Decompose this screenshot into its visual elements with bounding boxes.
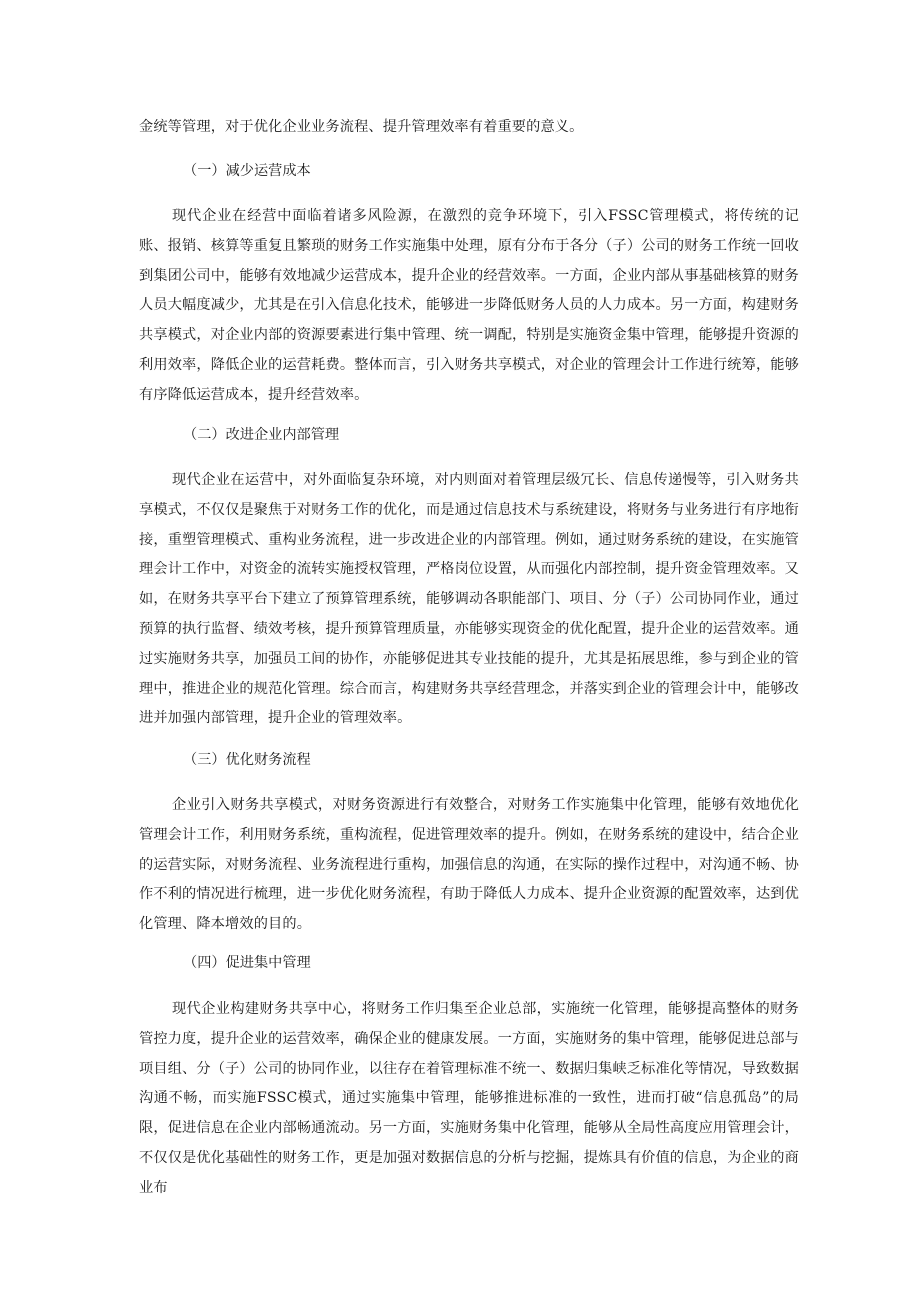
section-body-financial-process: 企业引入财务共享模式，对财务资源进行有效整合，对财务工作实施集中化管理，能够有效地优化管理会计工作，利用财务系统，重构流程，促进管理效率的提升。例如，在财务系统的建设中，结合企业的运营实际，对财务流程、业务流程进行重构，加强信息的沟通，在实际的操作过程中，对沟通不畅、协作不利的情况进行梳理，进一步优化财务流程，有助于降低人力成本、提升企业资源的配置效率，达到优化管理、降本增效的目的。: [139, 797, 799, 933]
intro-paragraph: 金统等管理，对于优化企业业务流程、提升管理效率有着重要的意义。: [139, 119, 584, 135]
section-body-centralized-management: 现代企业构建财务共享中心，将财务工作归集至企业总部，实施统一化管理，能够提高整体的财务管控力度，提升企业的运营效率，确保企业的健康发展。一方面，实施财务的集中管理，能够促进总部与项目组、分（子）公司的协同作业，以往存在着管理标准不统一、数据归集峡乏标准化等情况，导致数据沟通不畅，而实施FSSC模式，通过实施集中管理，能够推进标准的一致性，进而打破“信息孤岛”的局限，促进信息在企业内部畅通流动。另一方面，实施财务集中化管理，能够从全局性高度应用管理会计，不仅仅是优化基础性的财务工作，更是加强对数据信息的分析与挖掘，提炼具有价值的信息，为企业的商业布: [139, 1001, 799, 1196]
section-body-reduce-cost: 现代企业在经营中面临着诸多风险源，在激烈的竞争环境下，引入FSSC管理模式，将传统的记账、报销、核算等重复且繁琐的财务工作实施集中处理，原有分布于各分（子）公司的财务工作统一回收到集团公司中，能够有效地减少运营成本，提升企业的经营效率。一方面，企业内部从事基础核算的财务人员大幅度减少，尤其是在引入信息化技术，能够进一步降低财务人员的人力成本。另一方面，构建财务共享模式，对企业内部的资源要素进行集中管理、统一调配，特别是实施资金集中管理，能够提升资源的利用效率，降低企业的运营耗费。整体而言，引入财务共享模式，对企业的管理会计工作进行统筹，能够有序降低运营成本，提升经营效率。: [139, 208, 799, 403]
section-heading-internal-management: （二）改进企业内部管理: [183, 427, 340, 443]
section-heading-reduce-cost: （一）减少运营成本: [183, 163, 311, 179]
section-heading-financial-process: （三）优化财务流程: [183, 752, 311, 768]
section-body-internal-management: 现代企业在运营中，对外面临复杂环境，对内则面对着管理层级冗长、信息传递慢等，引入财务共享模式，不仅仅是聚焦于对财务工作的优化，而是通过信息技术与系统建设，将财务与业务进行有序地衔接，重塑管理模式、重构业务流程，进一步改进企业的内部管理。例如，通过财务系统的建设，在实施管理会计工作中，对资金的流转实施授权管理，严格岗位设置，从而强化内部控制，提升资金管理效率。又如，在财务共享平台下建立了预算管理系统，能够调动各职能部门、项目、分（子）公司协同作业，通过预算的执行监督、绩效考核，提升预算管理质量，亦能够实现资金的优化配置，提升企业的运营效率。通过实施财务共享，加强员工间的协作，亦能够促进其专业技能的提升，尤其是拓展思维，参与到企业的管理中，推进企业的规范化管理。综合而言，构建财务共享经营理念，并落实到企业的管理会计中，能够改进并加强内部管理，提升企业的管理效率。: [139, 472, 799, 727]
section-heading-centralized-management: （四）促进集中管理: [183, 955, 311, 971]
